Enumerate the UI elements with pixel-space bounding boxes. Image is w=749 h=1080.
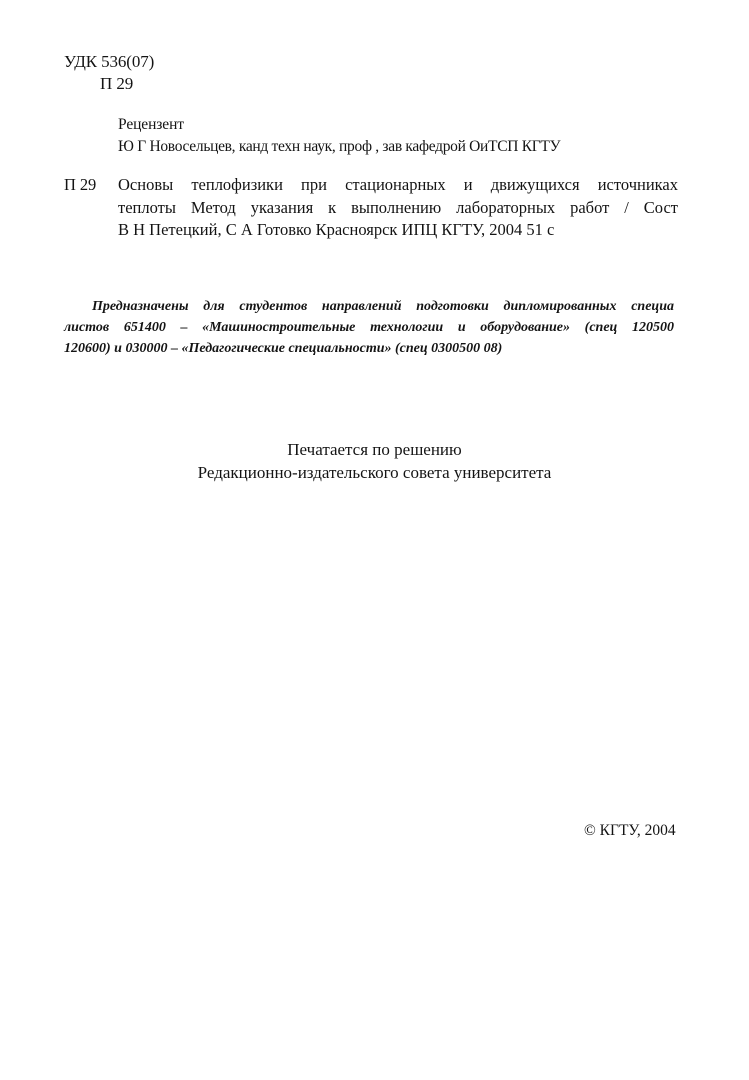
reviewer-text: Ю Г Новосельцев, канд техн наук, проф , зав кафедрой ОиТСП КГТУ xyxy=(118,138,561,155)
bibliographic-line: В Н Петецкий, С А Готовко Красноярск ИПЦ КГТУ, 2004 51 с xyxy=(118,220,555,239)
publication-approval xyxy=(0,438,749,484)
library-classification-code: П 29 xyxy=(100,74,134,93)
udk-index: УДК 536(07) xyxy=(64,52,155,71)
annotation-line: Предназначены для студентов направлений подготовки дипломированных специа xyxy=(92,299,674,314)
annotation xyxy=(64,296,674,359)
annotation-line: листов 651400 – «Машиностроительные технологии и оборудование» (спец 120500 xyxy=(64,320,674,335)
approval-line-2: Редакционно-издательского совета университета xyxy=(197,463,552,482)
bibliographic-line: теплоты Метод указания к выполнению лабораторных работ / Сост xyxy=(118,197,678,217)
approval-line-1: Печатается по решению xyxy=(287,440,462,459)
reviewer-label: Рецензент xyxy=(118,116,184,133)
annotation-line: 120600) и 030000 – «Педагогические специальности» (спец 0300500 08) xyxy=(64,341,503,356)
copyright-notice: © КГТУ, 2004 xyxy=(584,822,676,839)
bibliographic-line: Основы теплофизики при стационарных и движущихся источниках xyxy=(118,175,678,194)
bibliographic-description xyxy=(118,174,678,242)
bibliographic-code: П 29 xyxy=(64,175,97,194)
